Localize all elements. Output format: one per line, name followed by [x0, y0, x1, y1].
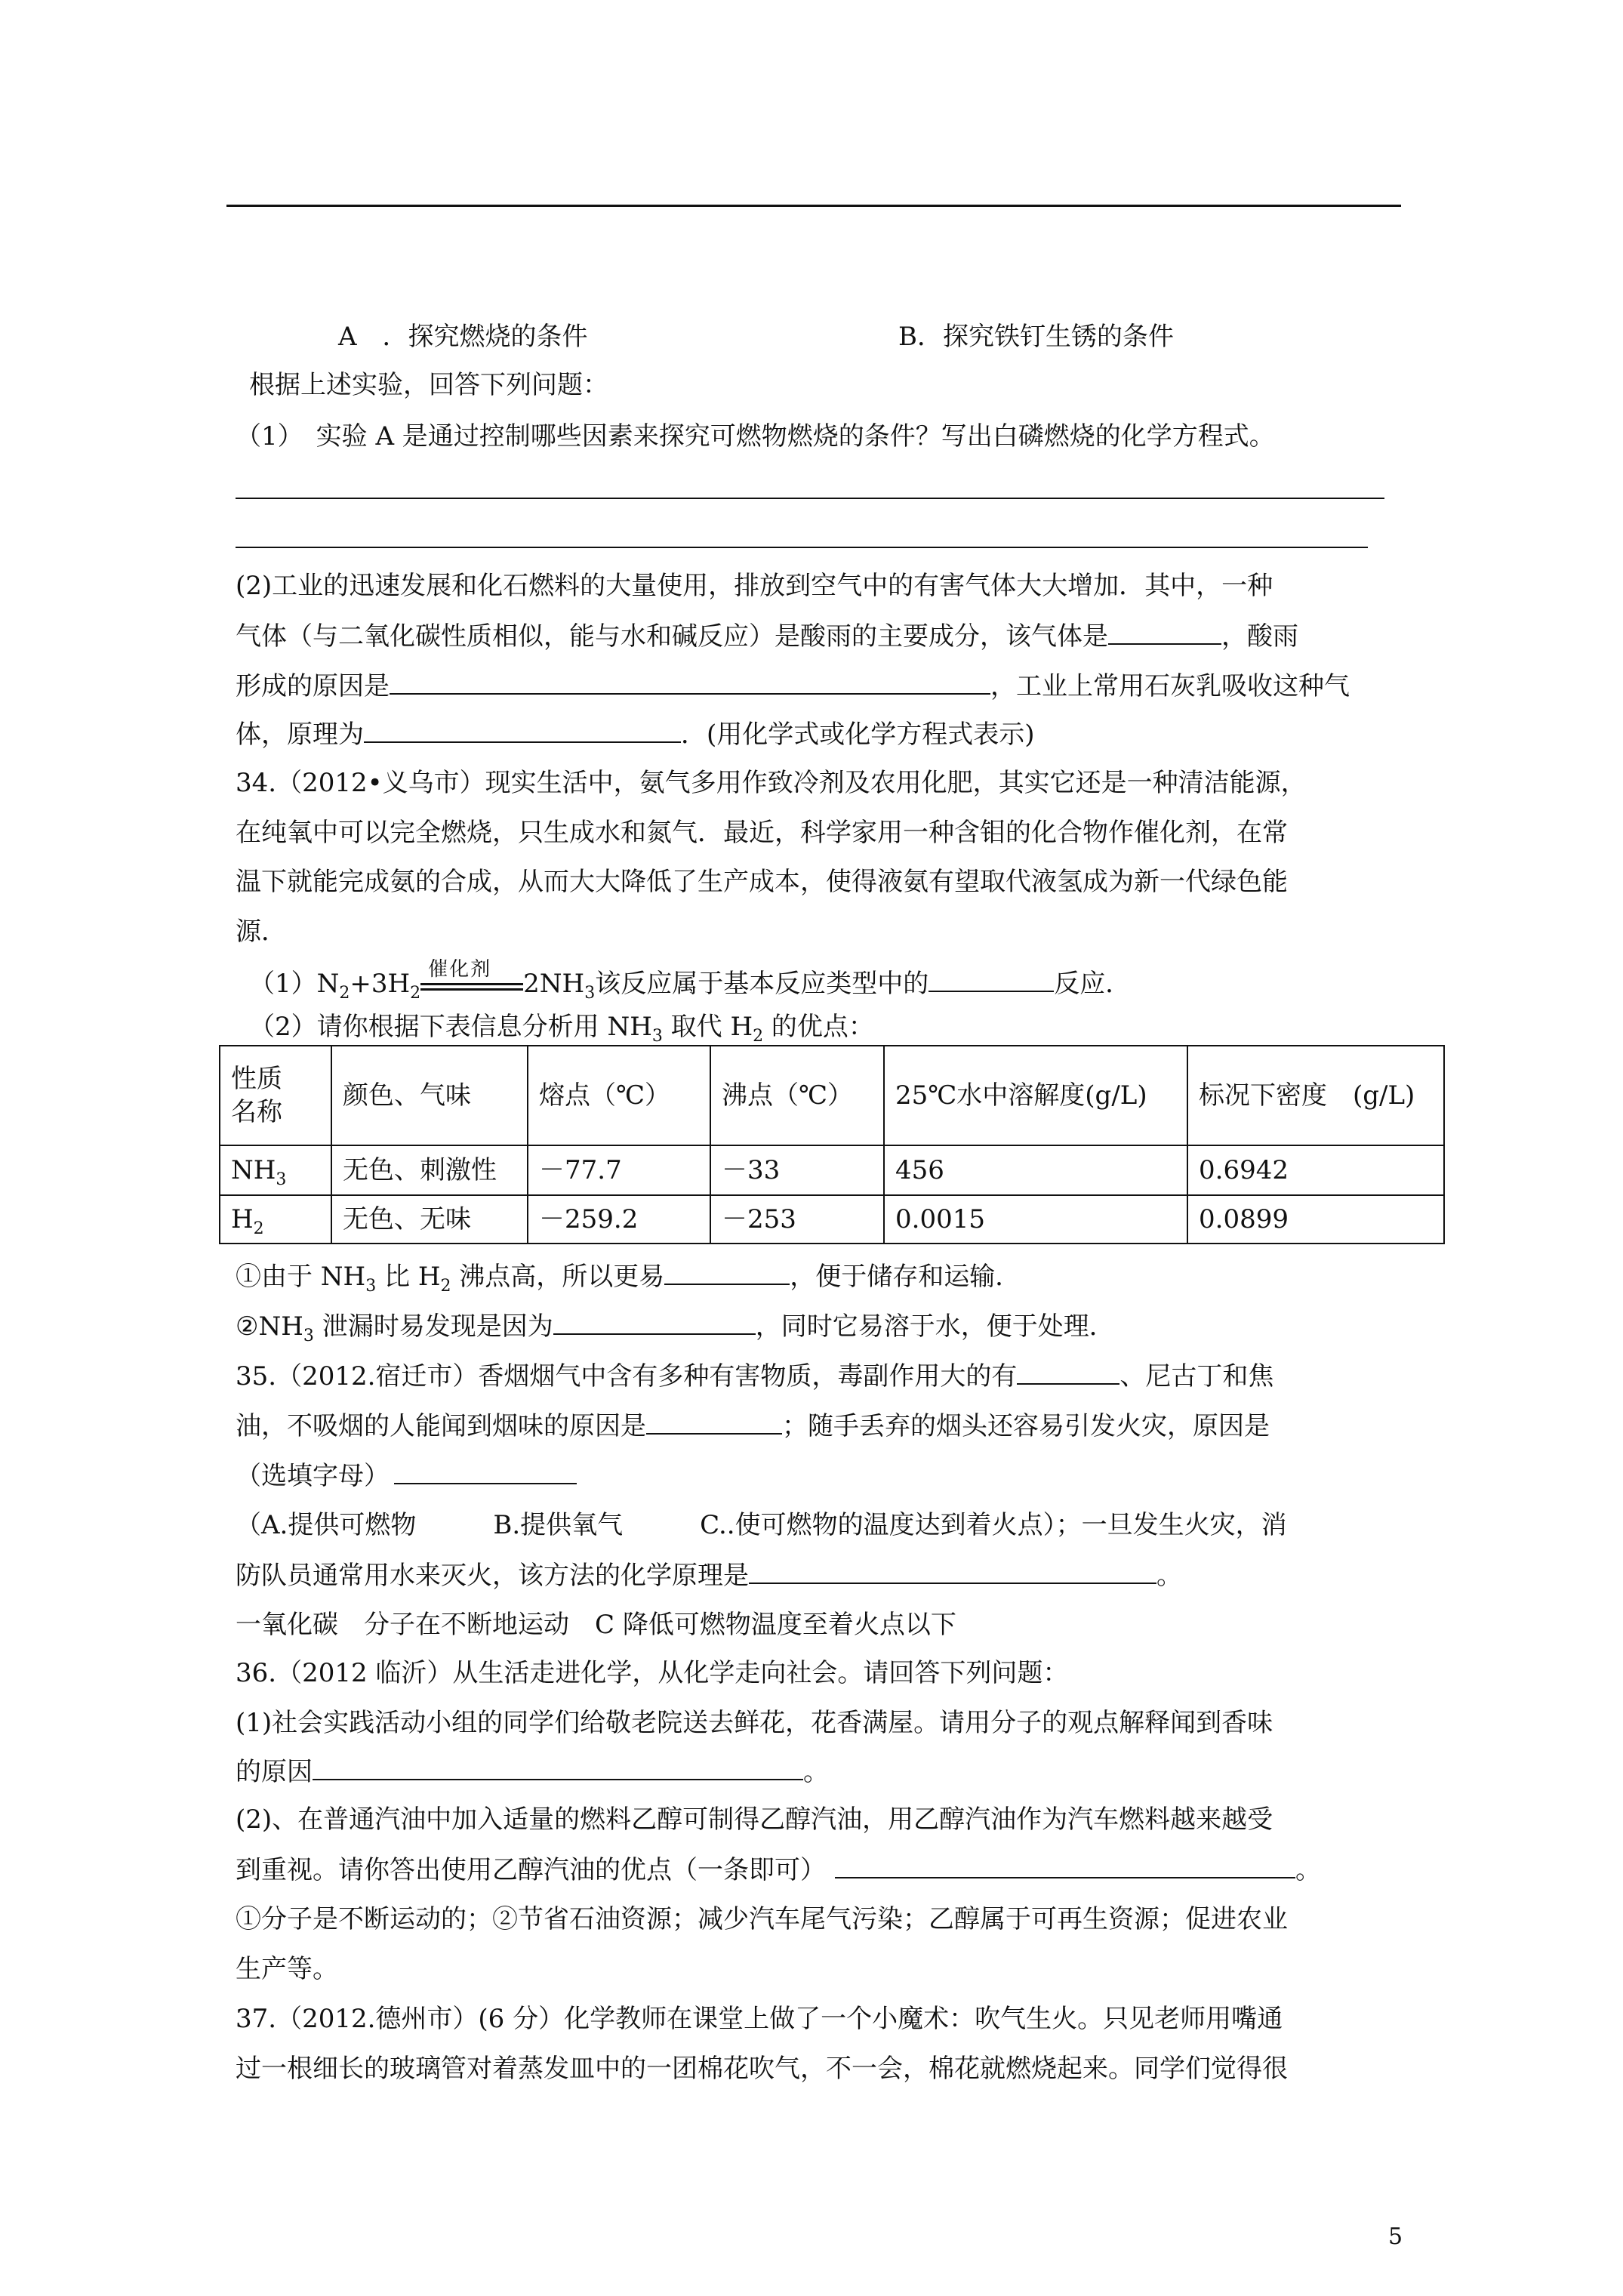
- answer-blank[interactable]: [394, 1460, 577, 1484]
- q34-text: 取代 H: [662, 1012, 753, 1042]
- q36-line: (1)社会实践活动小组的同学们给敬老院送去鲜花，花香满屋。请用分子的观点解释闻到香味: [236, 1708, 1273, 1738]
- subscript: 3: [365, 1276, 377, 1296]
- subscript: 2: [410, 983, 421, 1003]
- q2-text: 体，原理为: [236, 720, 364, 750]
- table-header-cell: 性质 名称: [220, 1046, 331, 1145]
- catalyst-arrow: [420, 958, 523, 995]
- q34-text: ，同时它易溶于水，便于处理．: [755, 1311, 1115, 1342]
- subscript: 2: [339, 983, 350, 1003]
- properties-table: [219, 1045, 1445, 1244]
- q35-text: 油，不吸烟的人能闻到烟味的原因是: [236, 1411, 646, 1441]
- q35-answer: 一氧化碳 分子在不断地运动 C 降低可燃物温度至着火点以下: [236, 1610, 956, 1640]
- page-number: 5: [1388, 2224, 1403, 2250]
- q35-text: 35.（2012.宿迁市）香烟烟气中含有多种有害物质，毒副作用大的有: [236, 1361, 1018, 1391]
- q36-line: 36.（2012 临沂）从生活走进化学，从化学走向社会。请回答下列问题：: [236, 1658, 1069, 1688]
- q34-sub1: [249, 958, 1132, 1003]
- answer-blank[interactable]: [1017, 1361, 1119, 1385]
- intro-text: 根据上述实验，回答下列问题：: [249, 370, 608, 400]
- q2-text: 气体（与二氧化碳性质相似，能与水和碱反应）是酸雨的主要成分，该气体是: [236, 621, 1108, 652]
- table-cell: 0.0899: [1187, 1195, 1444, 1244]
- q34-line: 34.（2012•义乌市）现实生活中，氨气多用作致冷剂及农用化肥，其实它还是一种清洁能源，: [236, 768, 1307, 798]
- formula-text: H: [231, 1204, 254, 1234]
- q34-line: 温下就能完成氨的合成，从而大大降低了生产成本，使得液氨有望取代液氢成为新一代绿色能: [236, 867, 1288, 897]
- caption-a: A ．探究燃烧的条件: [338, 322, 588, 352]
- q35-text: 、尼古丁和焦: [1119, 1361, 1274, 1391]
- q34-text: 沸点高，所以更易: [451, 1262, 665, 1292]
- q34-text: 该反应属于基本反应类型中的: [595, 969, 929, 999]
- q36-text: 的原因: [236, 1757, 313, 1787]
- q2-text: ．(用化学式或化学方程式表示): [681, 720, 1035, 750]
- q36-text: 。: [1295, 1855, 1321, 1885]
- q2-line: [236, 670, 1350, 701]
- table-cell: －77.7: [528, 1145, 710, 1195]
- subscript: 2: [440, 1276, 451, 1296]
- q34-sub2: [249, 1012, 874, 1046]
- q34-text: 反应．: [1054, 969, 1132, 999]
- subscript: 3: [584, 983, 596, 1003]
- answer-blank[interactable]: [1108, 621, 1221, 645]
- table-row: [220, 1145, 1444, 1195]
- q34-text: ②NH: [236, 1311, 303, 1342]
- q35-text: ；随手丢弃的烟头还容易引发火灾，原因是: [782, 1411, 1270, 1441]
- table-header-cell: 颜色、气味: [331, 1046, 528, 1145]
- q37-line: 37.（2012.德州市）(6 分）化学教师在课堂上做了一个小魔术：吹气生火。只见老师用嘴通: [236, 2004, 1283, 2034]
- equals-bar: [420, 988, 523, 991]
- answer-blank[interactable]: [749, 1560, 1156, 1584]
- q35-text: 。: [1156, 1561, 1182, 1591]
- answer-blank[interactable]: [664, 1261, 790, 1285]
- table-cell: －33: [710, 1145, 884, 1195]
- table-cell-name: [220, 1195, 331, 1244]
- q34-text: 的优点：: [763, 1012, 874, 1042]
- table-header-cell: 25℃水中溶解度(g/L): [884, 1046, 1187, 1145]
- table-cell: 0.0015: [884, 1195, 1187, 1244]
- table-header-row: [220, 1046, 1444, 1145]
- table-cell: 0.6942: [1187, 1145, 1444, 1195]
- q35-text: （选填字母）: [236, 1461, 390, 1491]
- q34-text: 泄漏时易发现是因为: [313, 1311, 553, 1342]
- formula-text: 2NH: [523, 969, 585, 999]
- q2-line: [236, 621, 1298, 652]
- q35-line: [236, 1361, 1273, 1391]
- answer-blank[interactable]: [929, 968, 1054, 992]
- subscript: 2: [753, 1026, 764, 1046]
- table-header-cell: 熔点（℃）: [528, 1046, 710, 1145]
- q34-text: ，便于储存和运输．: [790, 1262, 1021, 1292]
- table-cell: 456: [884, 1145, 1187, 1195]
- table-cell: －253: [710, 1195, 884, 1244]
- answer-blank[interactable]: [364, 719, 681, 743]
- answer-blank[interactable]: [553, 1311, 756, 1335]
- answer-blank-line[interactable]: [236, 498, 1384, 499]
- q2-line: (2)工业的迅速发展和化石燃料的大量使用，排放到空气中的有害气体大大增加．其中，一种: [236, 571, 1273, 601]
- q36-line: [236, 1854, 1321, 1885]
- header-rule: [226, 205, 1401, 207]
- q36-text: 到重视。请你答出使用乙醇汽油的优点（一条即可）: [236, 1855, 826, 1885]
- answer-blank-line[interactable]: [236, 547, 1368, 548]
- q34-text: 比 H: [376, 1262, 441, 1292]
- catalyst-label: 催化剂: [428, 958, 492, 981]
- q35-line: [236, 1460, 577, 1491]
- subscript: 3: [651, 1026, 663, 1046]
- formula-text: NH: [231, 1155, 276, 1185]
- answer-blank[interactable]: [390, 670, 990, 695]
- q35-line: [236, 1560, 1182, 1591]
- answer-blank[interactable]: [313, 1756, 803, 1780]
- q2-text: ，工业上常用石灰乳吸收这种气: [990, 671, 1350, 701]
- formula-text: +3H: [350, 969, 411, 999]
- subscript: 3: [276, 1170, 287, 1189]
- q37-line: 过一根细长的玻璃管对着蒸发皿中的一团棉花吹气，不一会，棉花就燃烧起来。同学们觉得很: [236, 2054, 1288, 2084]
- table-cell: 无色、无味: [331, 1195, 528, 1244]
- q34-answer-2: [236, 1311, 1115, 1345]
- table-header-cell: 沸点（℃）: [710, 1046, 884, 1145]
- q36-line: (2)、在普通汽油中加入适量的燃料乙醇可制得乙醇汽油，用乙醇汽油作为汽车燃料越来越受: [236, 1804, 1273, 1835]
- q2-line: [236, 719, 1035, 750]
- q36-answer: ①分子是不断运动的；②节省石油资源；减少汽车尾气污染；乙醇属于可再生资源；促进农业: [236, 1904, 1288, 1934]
- q34-line: 在纯氧中可以完全燃烧，只生成水和氮气．最近，科学家用一种含钼的化合物作催化剂，在常: [236, 818, 1288, 848]
- q35-line: （A.提供可燃物 B.提供氧气 C..使可燃物的温度达到着火点）；一旦发生火灾，消: [236, 1510, 1287, 1540]
- q36-answer: 生产等。: [236, 1954, 338, 1984]
- q35-text: 防队员通常用水来灭火，该方法的化学原理是: [236, 1561, 749, 1591]
- table-cell: 无色、刺激性: [331, 1145, 528, 1195]
- q35-line: [236, 1410, 1270, 1441]
- q34-line: 源．: [236, 917, 287, 947]
- q2-text: 形成的原因是: [236, 671, 390, 701]
- q36-line: [236, 1756, 829, 1787]
- subscript: 2: [253, 1219, 264, 1238]
- q2-text: ，酸雨: [1221, 621, 1298, 652]
- table-header-cell: 标况下密度 (g/L): [1187, 1046, 1444, 1145]
- table-row: [220, 1195, 1444, 1244]
- answer-blank[interactable]: [835, 1854, 1295, 1878]
- table-cell: －259.2: [528, 1195, 710, 1244]
- q34-answer-1: [236, 1261, 1021, 1296]
- equals-bar: [420, 983, 523, 985]
- q34-text: ①由于 NH: [236, 1262, 366, 1292]
- table-cell-name: [220, 1145, 331, 1195]
- formula-text: （1）N: [249, 969, 340, 999]
- q34-text: （2）请你根据下表信息分析用 NH: [249, 1012, 652, 1042]
- subscript: 3: [303, 1326, 314, 1345]
- q36-text: 。: [803, 1757, 829, 1787]
- answer-blank[interactable]: [646, 1410, 782, 1435]
- caption-b: B．探究铁钉生锈的条件: [898, 322, 1174, 352]
- question-1: （1） 实验 A 是通过控制哪些因素来探究可燃物燃烧的条件？写出白磷燃烧的化学方程式。: [236, 421, 1275, 451]
